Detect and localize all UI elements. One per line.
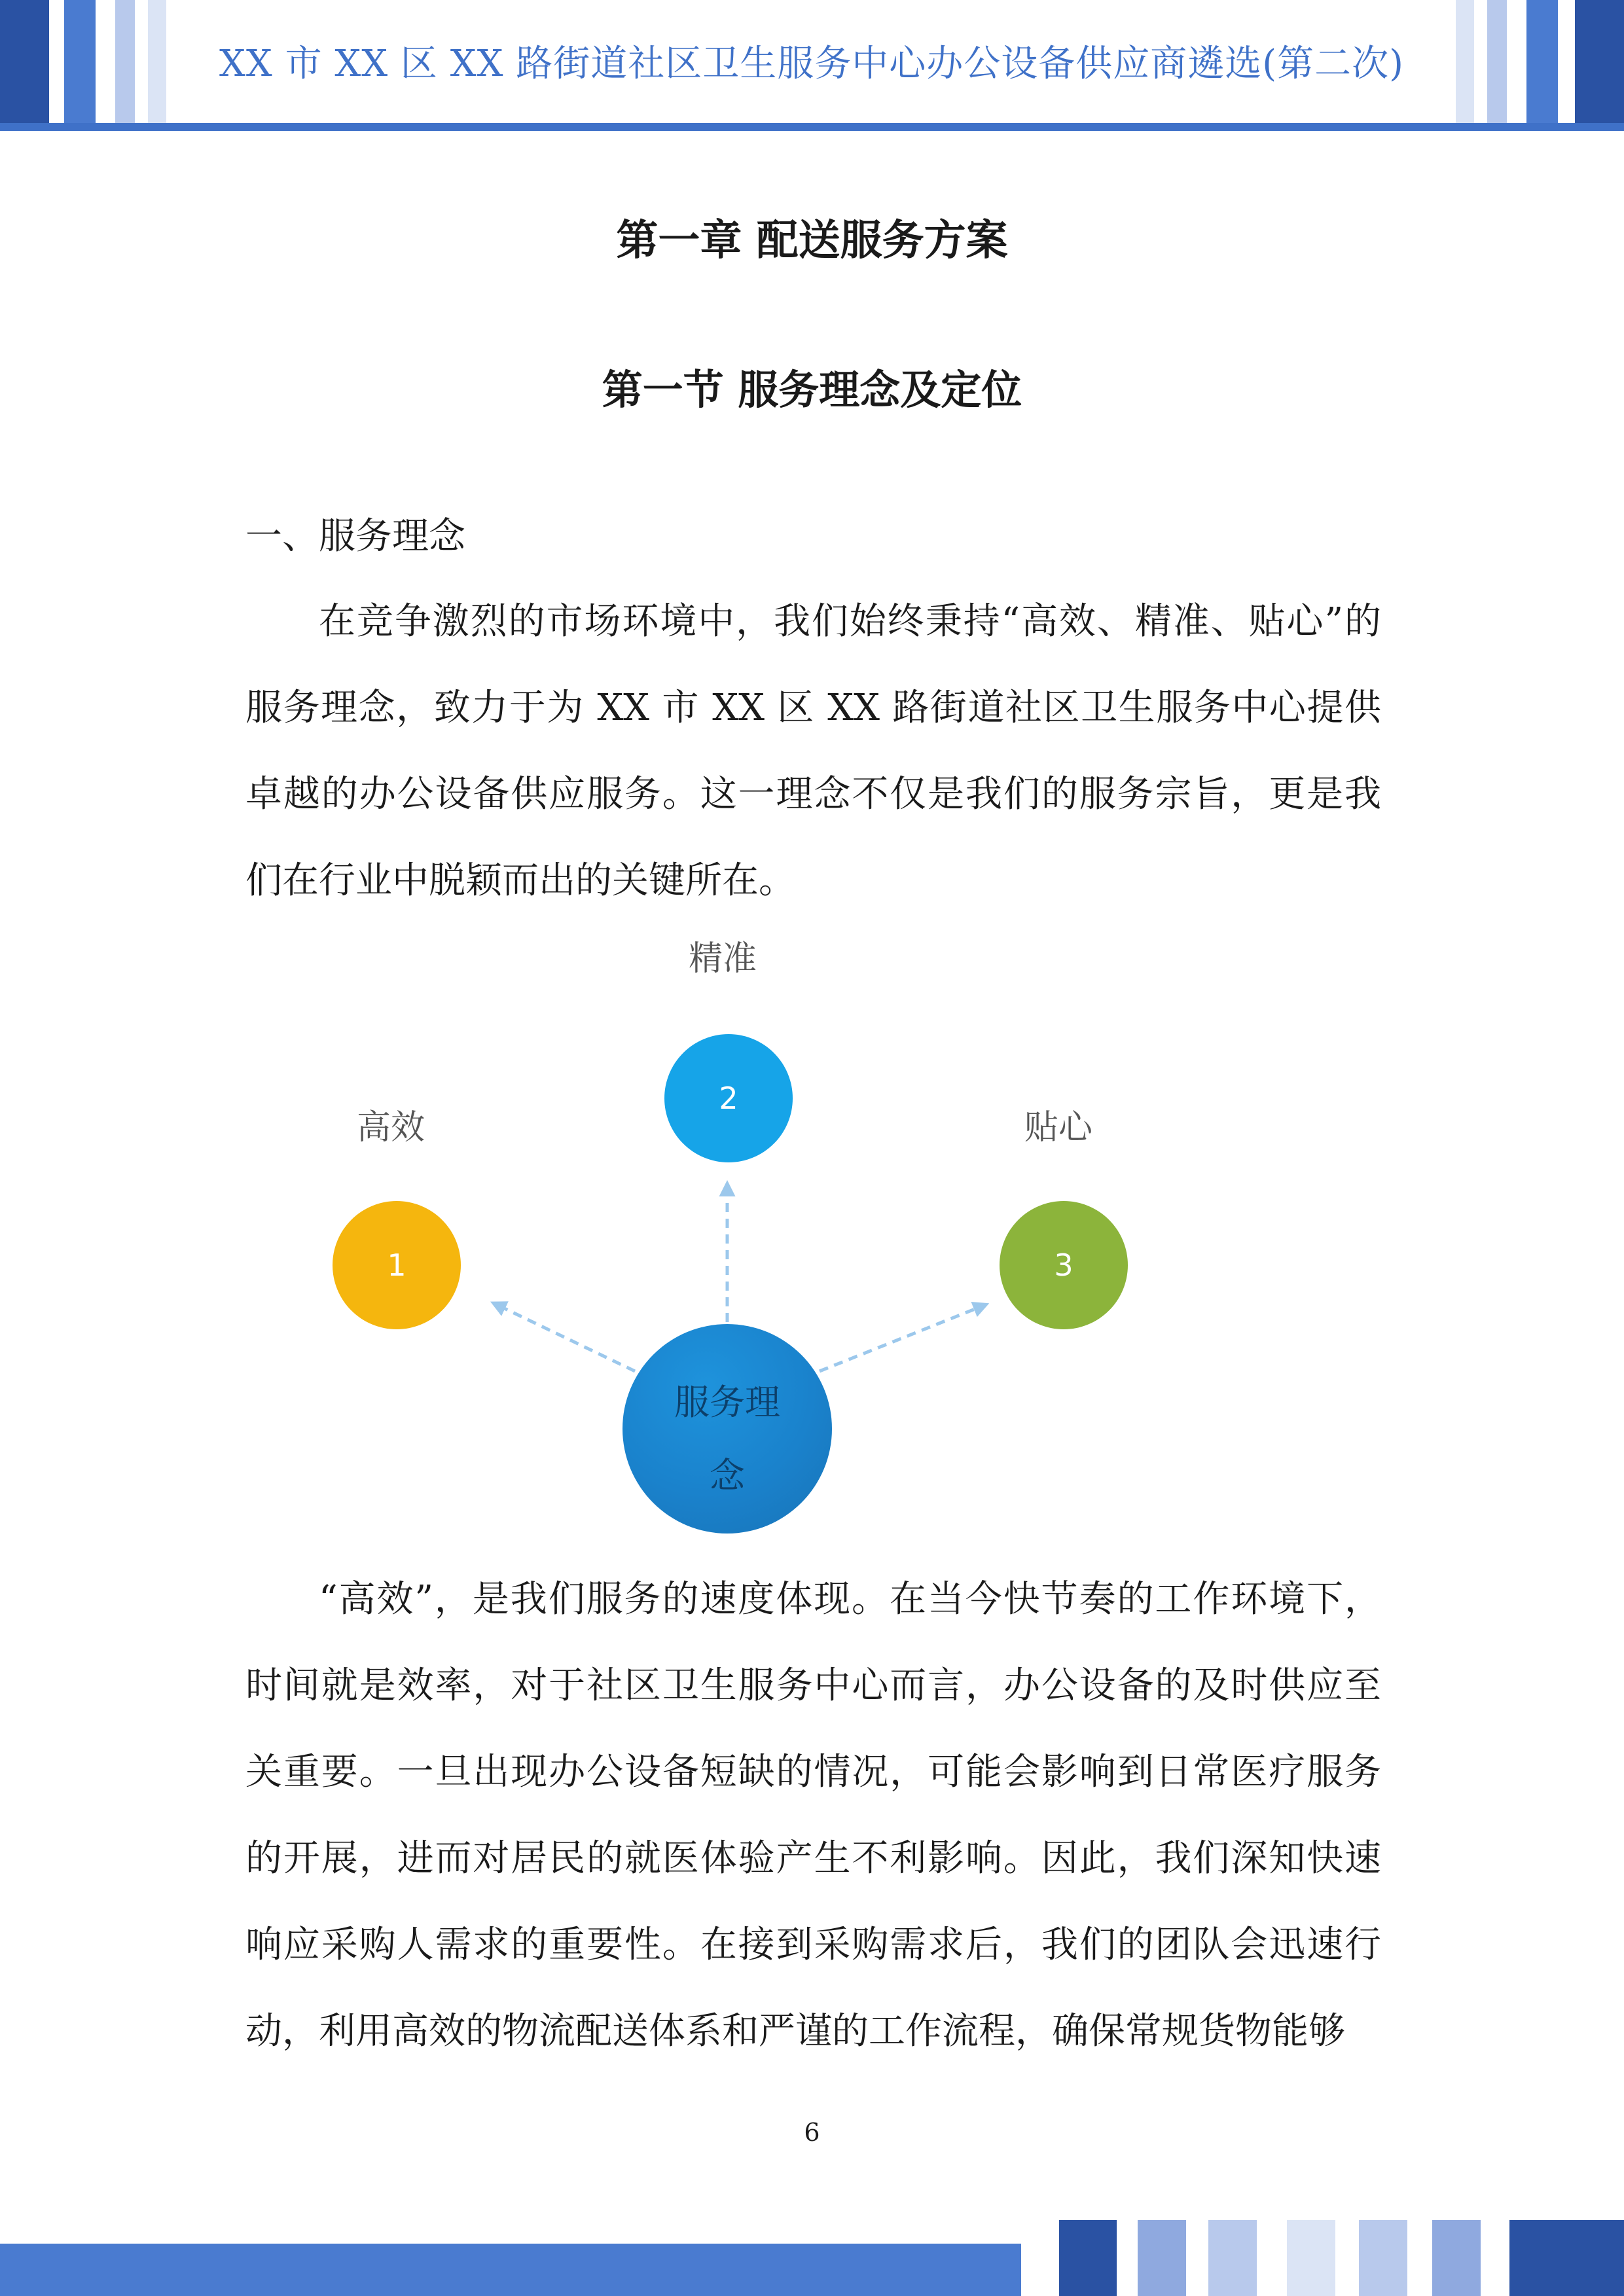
footer-bar-decoration	[0, 2244, 1021, 2296]
header-bar-decoration	[1575, 0, 1624, 124]
footer-bar-decoration	[1432, 2220, 1481, 2296]
node-2-circle: 2	[664, 1034, 793, 1162]
page-header	[0, 0, 1624, 131]
header-bar-decoration	[0, 0, 49, 124]
footer-bar-decoration	[1359, 2220, 1407, 2296]
chapter-title: 第一章 配送服务方案	[616, 216, 1008, 265]
node-3-label: 贴心	[1024, 1108, 1093, 1147]
footer-bar-decoration	[1509, 2220, 1624, 2296]
header-bar-decoration	[1487, 0, 1507, 124]
header-bar-decoration	[1526, 0, 1558, 124]
page-number: 6	[804, 2118, 820, 2147]
body-paragraph: “高效”，是我们服务的速度体现。在当今快节奏的工作环境下，时间就是效率，对于社区卫生服务中心而言，办公设备的及时供应至关重要。一旦出现办公设备短缺的情况，可能会影响到日常医疗服务的开展，进而对居民的就医体验产生不利影响。因此，我们深知快速响应采购人需求的重要性。在接到采购需求后，我们的团队会迅速行动，利用高效的物流配送体系和严谨的工作流程，确保常规货物能够	[245, 1578, 1381, 2053]
header-bar-decoration	[148, 0, 166, 124]
center-node-line-2: 念	[710, 1455, 745, 1496]
footer-bar-decoration	[1138, 2220, 1186, 2296]
header-rule	[0, 123, 1624, 131]
arrow-to-node-3	[820, 1306, 983, 1371]
footer-bar-decoration	[1059, 2220, 1117, 2296]
header-bar-decoration	[115, 0, 135, 124]
section-title: 第一节 服务理念及定位	[602, 366, 1022, 414]
header-title: XX 市 XX 区 XX 路街道社区卫生服务中心办公设备供应商遴选(第二次)	[219, 43, 1404, 85]
subheading: 一、服务理念	[245, 515, 465, 558]
node-3-circle: 3	[1000, 1201, 1128, 1329]
footer-bar-decoration	[1287, 2220, 1335, 2296]
node-1-circle: 1	[333, 1201, 461, 1329]
body-paragraph: 在竞争激烈的市场环境中，我们始终秉持“高效、精准、贴心”的服务理念，致力于为 XX 市 XX 区 XX 路街道社区卫生服务中心提供卓越的办公设备供应服务。这一理念不仅是我们的服务宗旨，更是我们在行业中脱颖而出的关键所在。	[245, 600, 1381, 902]
header-bar-decoration	[64, 0, 96, 124]
service-concept-diagram	[288, 920, 1204, 1561]
header-bar-decoration	[1456, 0, 1474, 124]
footer-bar-decoration	[1208, 2220, 1257, 2296]
center-node	[623, 1324, 832, 1534]
node-1-label: 高效	[357, 1108, 425, 1147]
node-2-label: 精准	[689, 939, 757, 978]
arrow-to-node-1	[496, 1304, 635, 1371]
center-node-line-1: 服务理	[674, 1382, 780, 1423]
